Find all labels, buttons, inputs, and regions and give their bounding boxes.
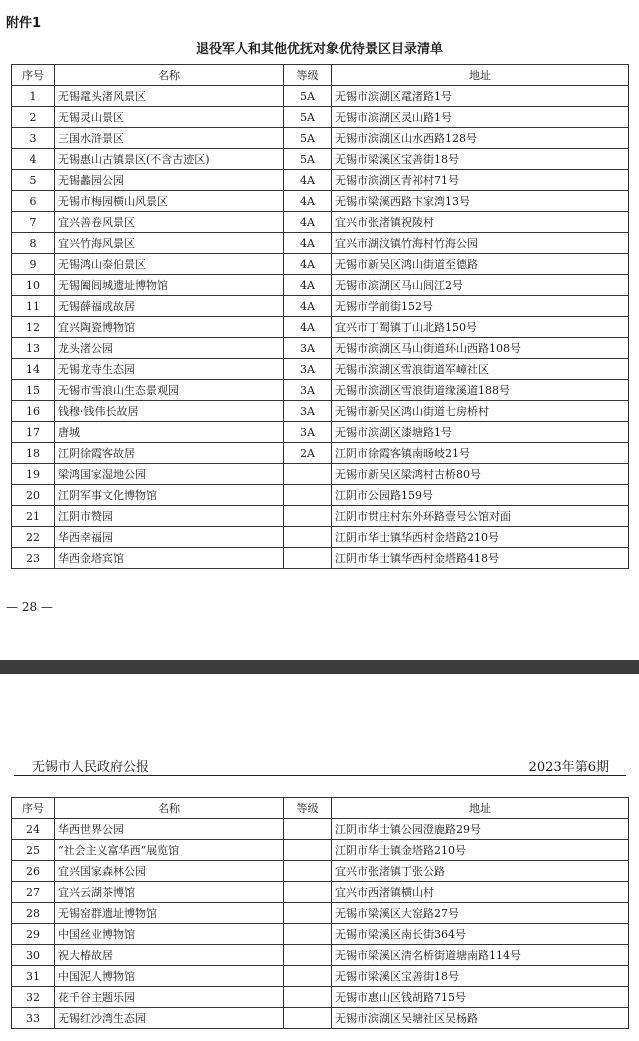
table-row xyxy=(12,128,629,149)
cell-index: 22 xyxy=(12,527,55,548)
table-row xyxy=(12,464,629,485)
table-row xyxy=(12,903,629,924)
cell-address: 无锡市梁溪西路卞家湾13号 xyxy=(332,191,629,212)
cell-name: 中国泥人博物馆 xyxy=(55,966,284,987)
cell-level: 4A xyxy=(284,212,332,233)
cell-address: 江阴市贯庄村东外环路壹号公馆对面 xyxy=(332,506,629,527)
cell-name: 江阴市赞园 xyxy=(55,506,284,527)
table-row xyxy=(12,422,629,443)
attachment-label: 附件1 xyxy=(6,16,42,31)
table-row xyxy=(12,924,629,945)
cell-address: 江阴市华士镇公园澄鹿路29号 xyxy=(332,819,629,840)
cell-name: 无锡窑群遗址博物馆 xyxy=(55,903,284,924)
cell-address: 无锡市滨湖区雪浪街道军嶂社区 xyxy=(332,359,629,380)
cell-name: 三国水浒景区 xyxy=(55,128,284,149)
table-row xyxy=(12,548,629,569)
cell-index: 13 xyxy=(12,338,55,359)
table-body-page-1 xyxy=(12,86,629,569)
table-row xyxy=(12,506,629,527)
cell-level: 4A xyxy=(284,275,332,296)
cell-level: 4A xyxy=(284,317,332,338)
table-row xyxy=(12,945,629,966)
cell-index: 10 xyxy=(12,275,55,296)
cell-index: 17 xyxy=(12,422,55,443)
table-row xyxy=(12,819,629,840)
page-divider xyxy=(0,660,639,674)
cell-index: 2 xyxy=(12,107,55,128)
table-row xyxy=(12,1008,629,1029)
table-row xyxy=(12,86,629,107)
cell-address: 无锡市滨湖区灵山路1号 xyxy=(332,107,629,128)
cell-index: 19 xyxy=(12,464,55,485)
cell-index: 6 xyxy=(12,191,55,212)
cell-name: 宜兴竹海风景区 xyxy=(55,233,284,254)
cell-address: 无锡市滨湖区马山闾江2号 xyxy=(332,275,629,296)
cell-level xyxy=(284,1008,332,1029)
cell-index: 28 xyxy=(12,903,55,924)
cell-index: 27 xyxy=(12,882,55,903)
cell-level: 5A xyxy=(284,149,332,170)
cell-level xyxy=(284,966,332,987)
table-row xyxy=(12,527,629,548)
table-row xyxy=(12,443,629,464)
table-row xyxy=(12,317,629,338)
cell-level: 4A xyxy=(284,233,332,254)
cell-level: 5A xyxy=(284,107,332,128)
cell-level xyxy=(284,527,332,548)
cell-name: 中国丝业博物馆 xyxy=(55,924,284,945)
cell-address: 江阴市徐霞客镇南旸岐21号 xyxy=(332,443,629,464)
header-level: 等级 xyxy=(284,65,332,86)
cell-name: 无锡市梅园横山风景区 xyxy=(55,191,284,212)
cell-name: 华西幸福园 xyxy=(55,527,284,548)
table-header-row xyxy=(12,798,629,819)
cell-level xyxy=(284,840,332,861)
cell-address: 江阴市华士镇华西村金塔路418号 xyxy=(332,548,629,569)
cell-name: 无锡蠡园公园 xyxy=(55,170,284,191)
cell-address: 无锡市滨湖区雪浪街道缘溪道188号 xyxy=(332,380,629,401)
cell-index: 21 xyxy=(12,506,55,527)
cell-index: 3 xyxy=(12,128,55,149)
cell-address: 宜兴市西渚镇横山村 xyxy=(332,882,629,903)
page-number: — 28 — xyxy=(6,600,53,614)
cell-address: 宜兴市丁蜀镇丁山北路150号 xyxy=(332,317,629,338)
header-address: 地址 xyxy=(332,65,629,86)
cell-name: 无锡市雪浪山生态景观园 xyxy=(55,380,284,401)
table-row xyxy=(12,861,629,882)
cell-name: 宜兴云湖茶博馆 xyxy=(55,882,284,903)
cell-name: 唐城 xyxy=(55,422,284,443)
cell-address: 无锡市惠山区钱胡路715号 xyxy=(332,987,629,1008)
table-row xyxy=(12,233,629,254)
cell-level xyxy=(284,464,332,485)
header-index: 序号 xyxy=(12,65,55,86)
cell-name: “社会主义富华西”展览馆 xyxy=(55,840,284,861)
cell-level: 3A xyxy=(284,422,332,443)
cell-address: 无锡市滨湖区鼋渚路1号 xyxy=(332,86,629,107)
header-rule xyxy=(14,775,626,776)
cell-level: 3A xyxy=(284,338,332,359)
cell-name: 梁鸿国家湿地公园 xyxy=(55,464,284,485)
table-row xyxy=(12,107,629,128)
header-name: 名称 xyxy=(55,65,284,86)
cell-index: 9 xyxy=(12,254,55,275)
cell-name: 华西世界公园 xyxy=(55,819,284,840)
table-row xyxy=(12,966,629,987)
cell-index: 20 xyxy=(12,485,55,506)
cell-index: 31 xyxy=(12,966,55,987)
cell-address: 无锡市滨湖区青祁村71号 xyxy=(332,170,629,191)
cell-name: 无锡薛福成故居 xyxy=(55,296,284,317)
cell-name: 宜兴国家森林公园 xyxy=(55,861,284,882)
cell-name: 江阴军事文化博物馆 xyxy=(55,485,284,506)
cell-name: 宜兴善卷风景区 xyxy=(55,212,284,233)
cell-level xyxy=(284,548,332,569)
cell-address: 无锡市梁溪区宝善街18号 xyxy=(332,966,629,987)
gazette-issue: 2023年第6期 xyxy=(528,760,609,775)
cell-name: 无锡红沙湾生态园 xyxy=(55,1008,284,1029)
table-row xyxy=(12,191,629,212)
cell-name: 华西金塔宾馆 xyxy=(55,548,284,569)
cell-address: 无锡市梁溪区南长街364号 xyxy=(332,924,629,945)
cell-name: 花千谷主题乐园 xyxy=(55,987,284,1008)
document-title: 退役军人和其他优抚对象优待景区目录清单 xyxy=(195,42,443,57)
cell-address: 无锡市新吴区梁鸿村古桥80号 xyxy=(332,464,629,485)
header-index: 序号 xyxy=(12,798,55,819)
table-row xyxy=(12,275,629,296)
cell-address: 宜兴市张渚镇祝陵村 xyxy=(332,212,629,233)
cell-address: 无锡市滨湖区吴塘社区吴杨路 xyxy=(332,1008,629,1029)
cell-name: 无锡灵山景区 xyxy=(55,107,284,128)
cell-level xyxy=(284,882,332,903)
cell-level xyxy=(284,506,332,527)
scenic-spot-table-page-2 xyxy=(11,797,629,1029)
cell-level: 4A xyxy=(284,191,332,212)
cell-level: 2A xyxy=(284,443,332,464)
scenic-spot-table-page-1 xyxy=(11,64,629,569)
table-row xyxy=(12,359,629,380)
cell-name: 无锡鼋头渚风景区 xyxy=(55,86,284,107)
table-row xyxy=(12,401,629,422)
cell-level xyxy=(284,861,332,882)
cell-name: 无锡惠山古镇景区(不含古迹区) xyxy=(55,149,284,170)
cell-level xyxy=(284,945,332,966)
cell-index: 32 xyxy=(12,987,55,1008)
cell-address: 无锡市学前街152号 xyxy=(332,296,629,317)
cell-level: 4A xyxy=(284,254,332,275)
cell-index: 33 xyxy=(12,1008,55,1029)
cell-name: 无锡鸿山泰伯景区 xyxy=(55,254,284,275)
cell-address: 无锡市梁溪区清名桥街道塘南路114号 xyxy=(332,945,629,966)
cell-level: 3A xyxy=(284,359,332,380)
cell-index: 29 xyxy=(12,924,55,945)
cell-level: 5A xyxy=(284,86,332,107)
cell-name: 祝大椿故居 xyxy=(55,945,284,966)
cell-name: 无锡龙寺生态园 xyxy=(55,359,284,380)
cell-index: 25 xyxy=(12,840,55,861)
table-row xyxy=(12,338,629,359)
table-row xyxy=(12,987,629,1008)
cell-index: 5 xyxy=(12,170,55,191)
cell-index: 4 xyxy=(12,149,55,170)
cell-address: 宜兴市湖汶镇竹海村竹海公园 xyxy=(332,233,629,254)
table-row xyxy=(12,212,629,233)
cell-name: 宜兴陶瓷博物馆 xyxy=(55,317,284,338)
cell-address: 无锡市新吴区鸿山街道七房桥村 xyxy=(332,401,629,422)
cell-level: 5A xyxy=(284,128,332,149)
cell-name: 无锡阖闾城遗址博物馆 xyxy=(55,275,284,296)
cell-index: 12 xyxy=(12,317,55,338)
table-row xyxy=(12,840,629,861)
cell-address: 无锡市滨湖区漆塘路1号 xyxy=(332,422,629,443)
cell-address: 无锡市梁溪区宝善街18号 xyxy=(332,149,629,170)
cell-name: 钱穆·钱伟长故居 xyxy=(55,401,284,422)
header-level: 等级 xyxy=(284,798,332,819)
table-row xyxy=(12,882,629,903)
cell-address: 无锡市滨湖区马山街道环山西路108号 xyxy=(332,338,629,359)
cell-index: 24 xyxy=(12,819,55,840)
cell-address: 宜兴市张渚镇丁张公路 xyxy=(332,861,629,882)
cell-level xyxy=(284,819,332,840)
cell-level: 4A xyxy=(284,170,332,191)
table-body-page-2 xyxy=(12,819,629,1029)
cell-index: 23 xyxy=(12,548,55,569)
cell-index: 16 xyxy=(12,401,55,422)
cell-level: 3A xyxy=(284,380,332,401)
cell-address: 无锡市新吴区鸿山街道至德路 xyxy=(332,254,629,275)
table-row xyxy=(12,296,629,317)
cell-address: 无锡市梁溪区大窑路27号 xyxy=(332,903,629,924)
gazette-name: 无锡市人民政府公报 xyxy=(32,760,150,775)
table-row xyxy=(12,149,629,170)
table-row xyxy=(12,380,629,401)
cell-index: 8 xyxy=(12,233,55,254)
cell-level xyxy=(284,924,332,945)
cell-level: 4A xyxy=(284,296,332,317)
cell-name: 龙头渚公园 xyxy=(55,338,284,359)
table-row xyxy=(12,254,629,275)
table-header-row xyxy=(12,65,629,86)
header-address: 地址 xyxy=(332,798,629,819)
cell-index: 15 xyxy=(12,380,55,401)
cell-address: 江阴市公园路159号 xyxy=(332,485,629,506)
cell-level xyxy=(284,903,332,924)
table-row xyxy=(12,485,629,506)
cell-index: 1 xyxy=(12,86,55,107)
cell-address: 江阴市华士镇金塔路210号 xyxy=(332,840,629,861)
cell-address: 无锡市滨湖区山水西路128号 xyxy=(332,128,629,149)
cell-index: 26 xyxy=(12,861,55,882)
cell-index: 11 xyxy=(12,296,55,317)
header-name: 名称 xyxy=(55,798,284,819)
cell-level: 3A xyxy=(284,401,332,422)
cell-index: 7 xyxy=(12,212,55,233)
cell-index: 14 xyxy=(12,359,55,380)
cell-level xyxy=(284,485,332,506)
cell-index: 18 xyxy=(12,443,55,464)
table-row xyxy=(12,170,629,191)
cell-address: 江阴市华士镇华西村金塔路210号 xyxy=(332,527,629,548)
cell-name: 江阴徐霞客故居 xyxy=(55,443,284,464)
cell-level xyxy=(284,987,332,1008)
cell-index: 30 xyxy=(12,945,55,966)
